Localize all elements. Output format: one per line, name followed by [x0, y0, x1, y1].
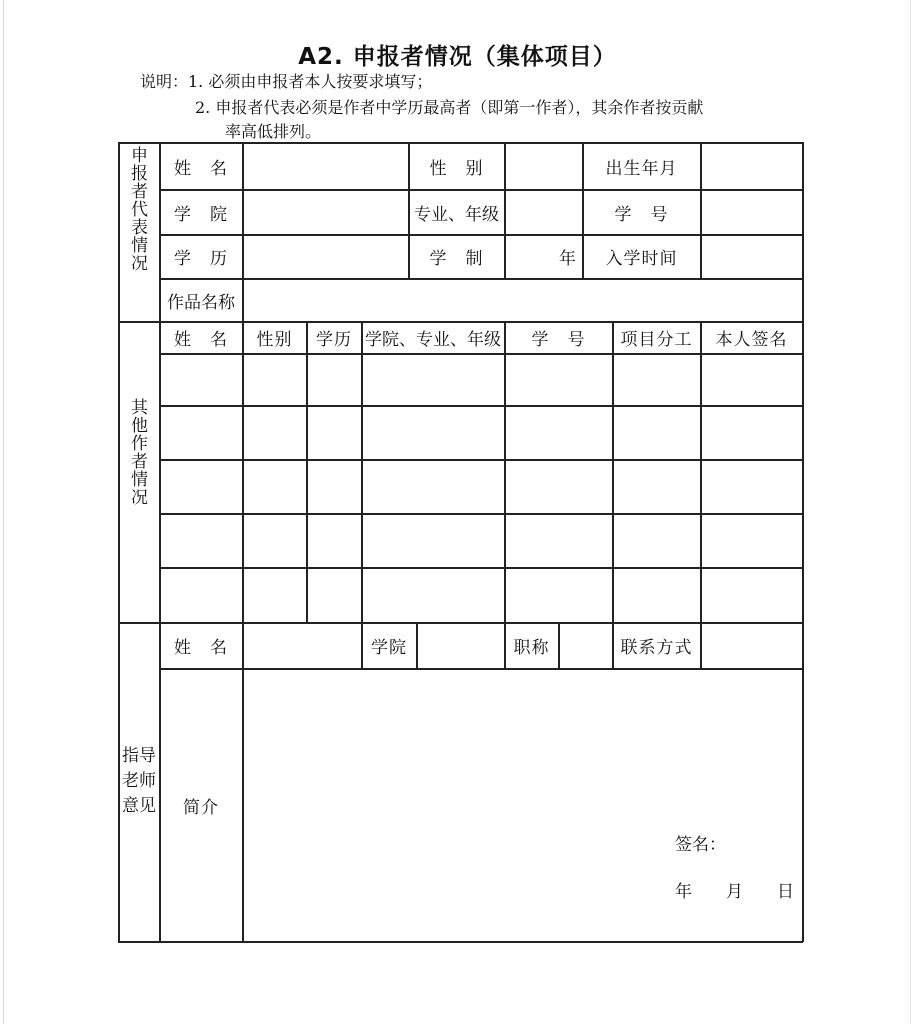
advisor-name-label: 姓 名 — [174, 638, 228, 658]
advisor-bio-label: 简介 — [183, 797, 219, 818]
col-header-education: 学历 — [316, 330, 352, 350]
rep-gender-label: 性 别 — [429, 158, 484, 179]
table-border — [802, 142, 804, 942]
rep-student-id-label: 学 号 — [614, 204, 669, 225]
col-header-name: 姓 名 — [174, 330, 228, 350]
col-header-signature: 本人签名 — [715, 330, 788, 350]
instruction-line: 2. 申报者代表必须是作者中学历最高者（即第一作者），其余作者按贡献 — [195, 98, 704, 117]
advisor-college-label: 学院 — [371, 638, 407, 658]
rep-college-field[interactable] — [243, 190, 408, 234]
rep-name-label: 姓 名 — [174, 158, 228, 179]
rep-major-field[interactable] — [505, 190, 582, 234]
col-header-division: 项目分工 — [620, 330, 693, 350]
table-border — [504, 321, 506, 622]
signature-label: 签名： — [675, 835, 726, 855]
table-border — [118, 142, 120, 942]
col-header-gender: 性别 — [256, 330, 293, 350]
advisor-section-label: 指导 老师 意见 — [122, 746, 156, 816]
table-border — [159, 513, 803, 515]
advisor-contact-field[interactable] — [701, 623, 802, 668]
advisor-college-field[interactable] — [417, 623, 504, 668]
page-title: A2. 申报者情况（集体项目） — [298, 44, 617, 70]
advisor-title-field[interactable] — [559, 623, 612, 668]
rep-birth-label: 出生年月 — [605, 158, 678, 179]
rep-birth-field[interactable] — [701, 143, 802, 189]
advisor-name-field[interactable] — [243, 623, 361, 668]
rep-duration-label: 学 制 — [429, 249, 484, 269]
work-name-field[interactable] — [243, 279, 802, 321]
table-border — [159, 567, 803, 569]
date-line: 年 月 日 — [675, 882, 794, 902]
table-border — [612, 321, 614, 622]
rep-college-label: 学 院 — [174, 204, 228, 225]
rep-enroll-label: 入学时间 — [605, 249, 678, 269]
advisor-contact-label: 联系方式 — [620, 638, 693, 658]
table-border — [361, 321, 363, 622]
rep-student-id-field[interactable] — [701, 190, 802, 234]
instruction-line: 说明：1. 必须由申报者本人按要求填写； — [140, 72, 433, 91]
table-border — [118, 941, 803, 943]
col-header-student-id: 学 号 — [531, 330, 586, 350]
rep-name-field[interactable] — [243, 143, 408, 189]
rep-education-field[interactable] — [243, 235, 408, 278]
rep-duration-year-unit: 年 — [559, 249, 577, 269]
other-authors-section-label: 其他作者情况 — [127, 398, 147, 506]
rep-enroll-field[interactable] — [701, 235, 802, 278]
advisor-title-label: 职称 — [513, 638, 550, 658]
representative-section-label: 申报者代表情况 — [127, 146, 147, 272]
rep-gender-field[interactable] — [505, 143, 582, 189]
table-border — [306, 321, 308, 622]
table-border — [159, 459, 803, 461]
table-border — [700, 321, 702, 622]
rep-education-label: 学 历 — [174, 249, 228, 269]
table-border — [159, 405, 803, 407]
col-header-college-major: 学院、专业、年级 — [365, 330, 501, 350]
work-name-label: 作品名称 — [167, 292, 235, 313]
rep-major-label: 专业、年级 — [414, 204, 499, 225]
table-border — [159, 353, 803, 355]
table-border — [242, 321, 244, 622]
instruction-line: 率高低排列。 — [225, 122, 322, 141]
